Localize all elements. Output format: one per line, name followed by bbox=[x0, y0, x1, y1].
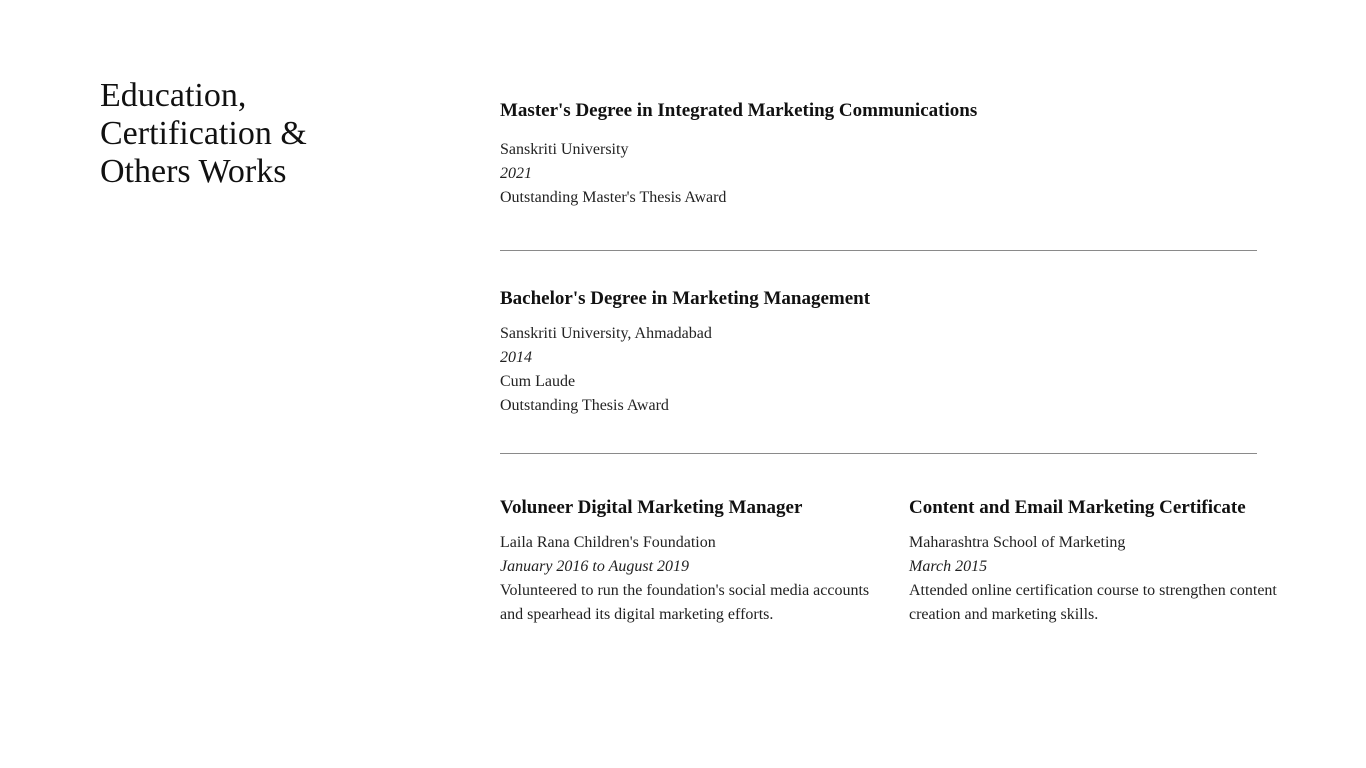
entry-details bbox=[909, 531, 1294, 627]
education-entry-masters bbox=[500, 99, 1260, 210]
entry-detail: Volunteered to run the foundation's social media accounts and spearhead its digital marketing efforts. bbox=[500, 582, 870, 623]
entry-date: January 2016 to August 2019 bbox=[500, 558, 690, 575]
entry-detail: Outstanding Master's Thesis Award bbox=[500, 189, 727, 206]
entry-detail: Outstanding Thesis Award bbox=[500, 397, 669, 414]
entry-detail: Attended online certification course to strengthen content creation and marketing skills. bbox=[909, 582, 1277, 623]
work-entry-volunteer bbox=[500, 496, 885, 627]
entry-title: Content and Email Marketing Certificate bbox=[909, 497, 1246, 518]
entry-date: 2021 bbox=[500, 165, 532, 182]
entry-title: Bachelor's Degree in Marketing Management bbox=[500, 288, 871, 309]
entry-institution: Sanskriti University, Ahmadabad bbox=[500, 325, 712, 342]
divider bbox=[500, 453, 1257, 454]
entry-details bbox=[500, 531, 885, 627]
entry-institution: Sanskriti University bbox=[500, 141, 629, 158]
entry-title: Master's Degree in Integrated Marketing Communications bbox=[500, 100, 978, 121]
entry-date: March 2015 bbox=[909, 558, 988, 575]
entry-institution: Laila Rana Children's Foundation bbox=[500, 534, 716, 551]
section-title: Education, Certification & Others Works bbox=[100, 77, 307, 190]
certification-entry-content-email bbox=[909, 496, 1294, 627]
entry-detail: Cum Laude bbox=[500, 373, 576, 390]
entry-institution: Maharashtra School of Marketing bbox=[909, 534, 1126, 551]
entry-title: Voluneer Digital Marketing Manager bbox=[500, 497, 803, 518]
entry-details bbox=[500, 138, 1260, 210]
entry-date: 2014 bbox=[500, 349, 532, 366]
education-entry-bachelors bbox=[500, 287, 1260, 418]
divider bbox=[500, 250, 1257, 251]
entry-details bbox=[500, 322, 1260, 418]
